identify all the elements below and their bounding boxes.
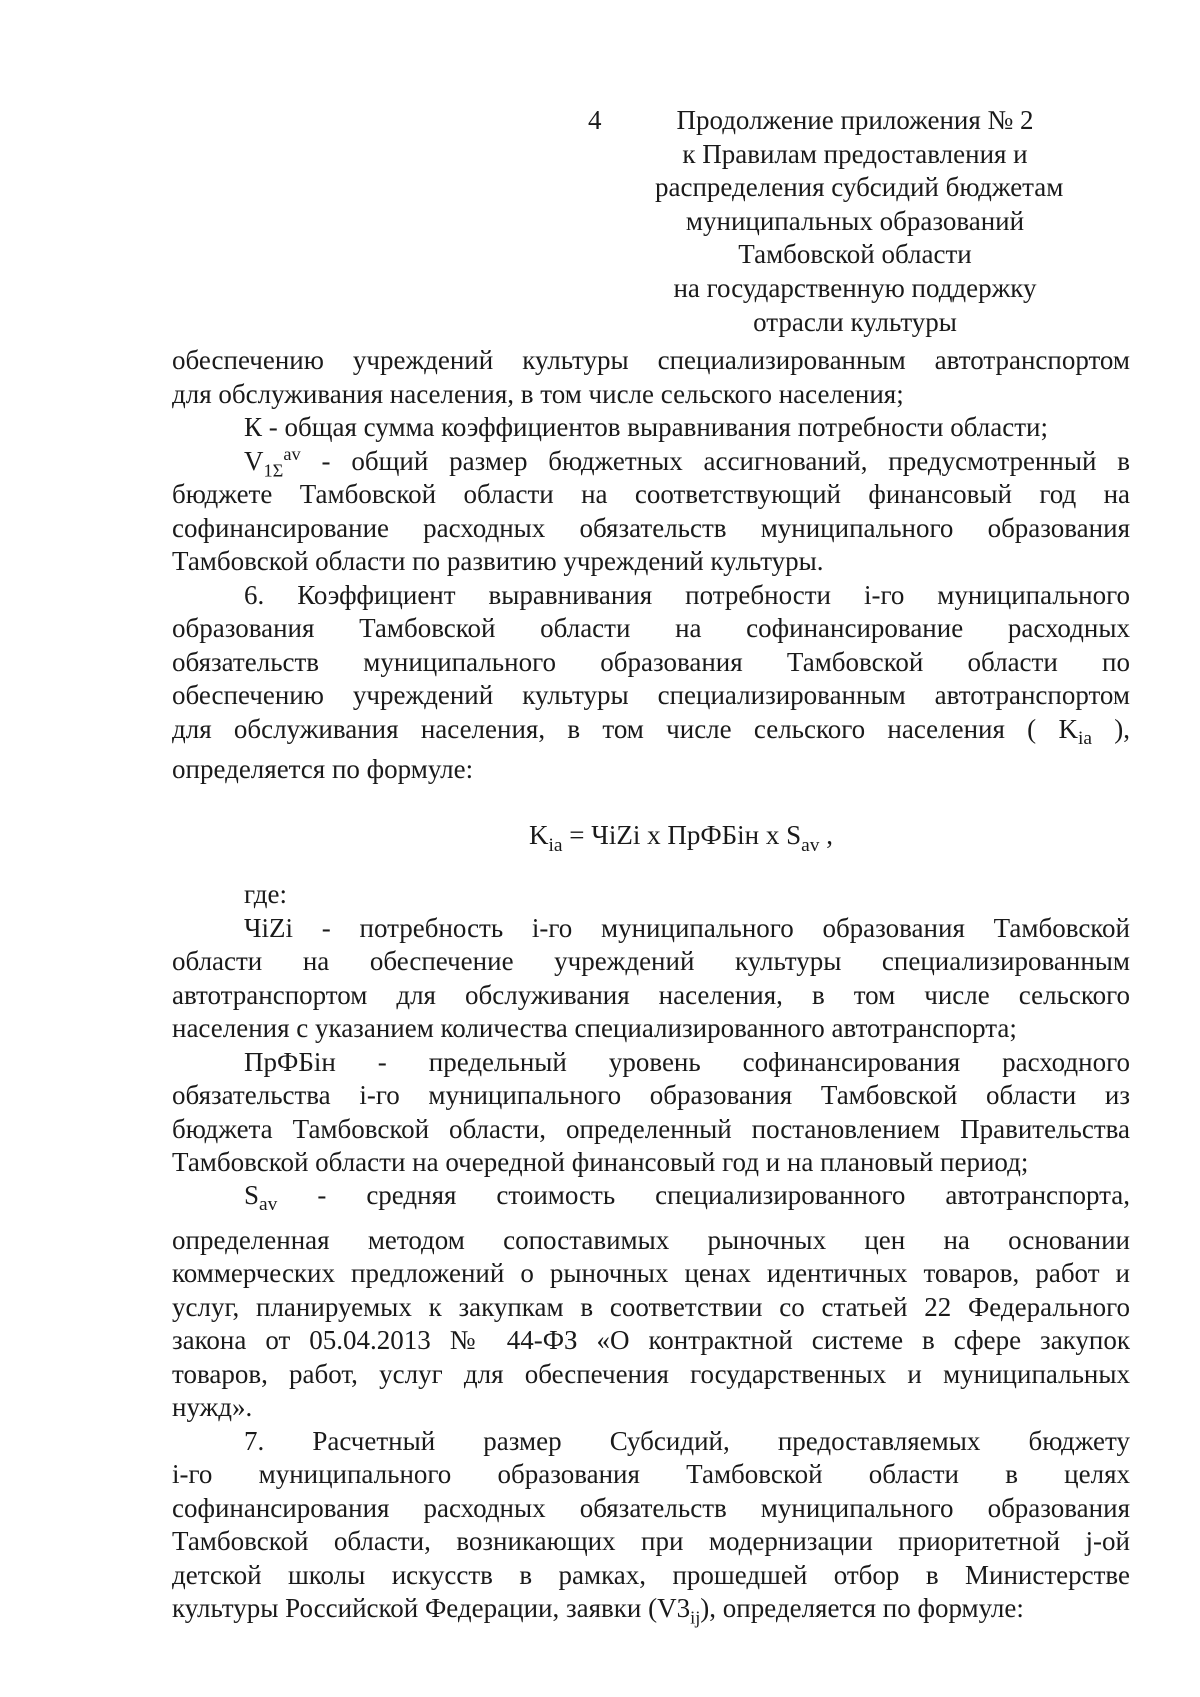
text-fragment: культуры Российской Федерации, заявки (V3 [172, 1593, 691, 1623]
text-line: обеспечению учреждений культуры специализированным автотранспортом [172, 345, 1130, 375]
k-subscript: ia [1077, 728, 1092, 750]
header-line: к Правилам предоставления и [682, 138, 1028, 169]
formula-end: , [819, 820, 833, 850]
text-line: ЧiZi - потребность i-го муниципального образования Тамбовской [244, 912, 1130, 943]
s-subscript: av [259, 1194, 278, 1216]
text-line: обязательств муниципального образования Тамбовской области по [172, 646, 1130, 677]
header-line: отрасли культуры [753, 306, 957, 337]
text-line: 6. Коэффициент выравнивания потребности i-го муниципального [244, 579, 1130, 610]
text-line: товаров, работ, услуг для обеспечения государственных и муниципальных [172, 1358, 1130, 1389]
text-line: образования Тамбовской области на софинансирование расходных [172, 613, 1130, 643]
text-fragment: ), определяется по формуле: [700, 1593, 1024, 1623]
text-line: ПрФБiн - предельный уровень софинансирования расходного [244, 1046, 1130, 1077]
text-line: бюджете Тамбовской области на соответствующий финансовый год на [172, 479, 1130, 509]
header-line: муниципальных образований [685, 205, 1025, 236]
formula-k: K [529, 820, 549, 850]
header-line: Продолжение приложения № 2 [676, 105, 1034, 135]
text-line: определяется по формуле: [172, 754, 474, 784]
text-line: коммерческих предложений о рыночных ценах идентичных товаров, работ и [172, 1258, 1130, 1288]
text-line: софинансирование расходных обязательств муниципального образования [172, 512, 1130, 543]
document-body [172, 344, 1130, 1626]
v3-subscript: ij [690, 1607, 701, 1628]
v-subscript: 1Σ [263, 459, 284, 480]
text-line: детской школы искусств в рамках, прошедшей отбор в Министерстве [172, 1559, 1130, 1590]
text-line: софинансирования расходных обязательств муниципального образования [172, 1492, 1130, 1523]
s-symbol: S [244, 1179, 260, 1210]
text-line: закона от 05.04.2013 № 44-ФЗ «О контрактной системе в сфере закупок [172, 1325, 1130, 1355]
text-line [172, 445, 1130, 479]
text-line: обеспечению учреждений культуры специализированным автотранспортом [172, 680, 1130, 710]
text-line: нужд». [172, 1392, 253, 1422]
text-fragment: для обслуживания населения, в том числе сельского населения ( K [172, 713, 1078, 744]
text-line: для обслуживания населения, в том числе сельского населения; [172, 378, 904, 409]
text-line: населения с указанием количества специализированного автотранспорта; [172, 1013, 1017, 1043]
formula-s-subscript: av [801, 834, 820, 856]
text-line [172, 713, 1131, 750]
text-line: i-го муниципального образования Тамбовской области в целях [172, 1459, 1130, 1489]
text-line: автотранспортом для обслуживания населения, в том числе сельского [172, 979, 1130, 1010]
formula-body: = ЧiZi x ПрФБiн x S [562, 820, 802, 850]
text-line: Тамбовской области по развитию учреждений культуры. [172, 546, 824, 576]
text-fragment: ), [1091, 713, 1131, 744]
formula-kia [172, 792, 1130, 878]
text-line [172, 1180, 1130, 1224]
v-symbol: V [244, 445, 264, 476]
header-line: распределения субсидий бюджетам [655, 172, 1064, 203]
text-line: определенная методом сопоставимых рыночных цен на основании [172, 1224, 1130, 1255]
formula-k-subscript: ia [548, 834, 563, 856]
text-line: Тамбовской области на очередной финансовый год и на плановый период; [172, 1147, 1029, 1177]
text-line [172, 1592, 1130, 1626]
page-number: 4 [588, 105, 602, 135]
text-line: бюджета Тамбовской области, определенный постановлением Правительства [172, 1113, 1130, 1144]
v-superscript: av [283, 443, 301, 464]
text-fragment: - общий размер бюджетных ассигнований, предусмотренный в [300, 445, 1130, 476]
appendix-header [655, 104, 1064, 339]
text-line: К - общая сумма коэффициентов выравнивания потребности области; [244, 412, 1049, 442]
text-line: 7. Расчетный размер Субсидий, предоставляемых бюджету [244, 1425, 1130, 1456]
text-line: обязательства i-го муниципального образования Тамбовской области из [172, 1080, 1130, 1110]
text-fragment: - средняя стоимость специализированного автотранспорта, [277, 1179, 1130, 1210]
text-line: где: [244, 879, 287, 909]
header-line: Тамбовской области [738, 239, 972, 270]
text-line: услуг, планируемых к закупкам в соответствии со статьей 22 Федерального [172, 1291, 1130, 1322]
text-line: области на обеспечение учреждений культуры специализированным [172, 946, 1130, 976]
text-line: Тамбовской области, возникающих при модернизации приоритетной j-ой [172, 1526, 1130, 1556]
header-line: на государственную поддержку [673, 272, 1037, 303]
